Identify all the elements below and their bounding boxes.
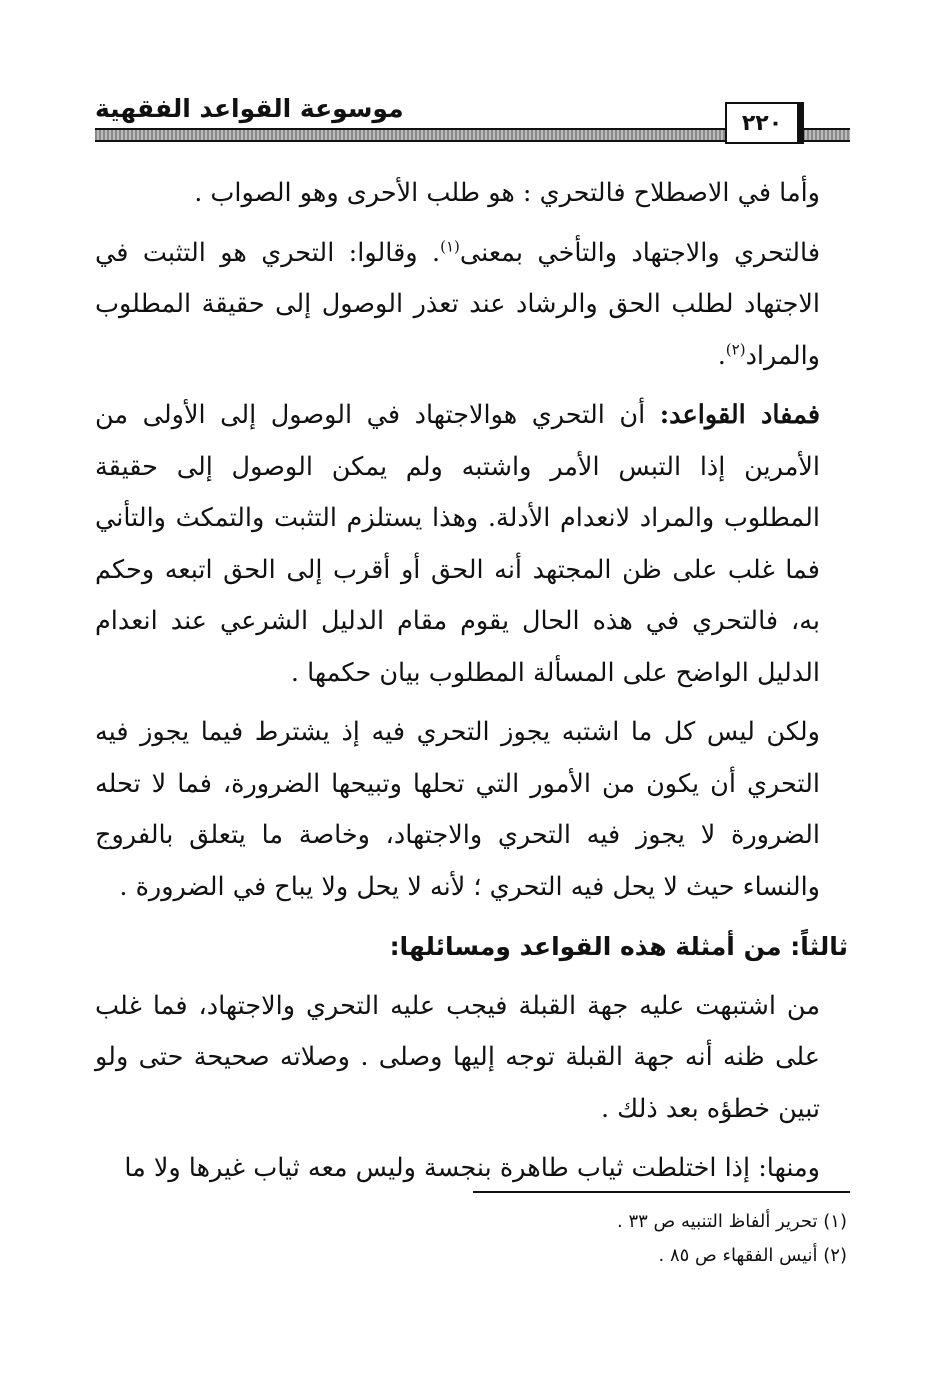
page-header <box>95 88 850 150</box>
paragraph-definition: وأما في الاصطلاح فالتحري : هو طلب الأحرى وهو الصواب . <box>194 178 820 208</box>
section-heading: ثالثاً: من أمثلة هذه القواعد ومسائلها: <box>389 932 848 961</box>
text-segment: . <box>717 340 726 371</box>
footnote-rule <box>473 1191 850 1193</box>
paragraph-example-clothes: ومنها: إذا اختلطت ثياب طاهرة بنجسة وليس معه ثياب غيرها ولا ما <box>124 1153 820 1183</box>
book-title: موسوعة القواعد الفقهية <box>95 94 404 123</box>
page-number: ٢٢٠ <box>725 102 804 144</box>
footnote-ref-1: (١) <box>440 237 460 255</box>
paragraph-example-qibla: من اشتبهت عليه جهة القبلة فيجب عليه التحري والاجتهاد، فما غلب على ظنه أنه جهة القبلة توجه إليها وصلى . وصلاته صحيحة حتى ولو تبين خطؤه بعد ذلك . <box>95 990 820 1124</box>
main-text <box>95 168 848 1203</box>
footnote-2: (٢) أنيس الفقهاء ص ٨٥ . <box>658 1245 847 1266</box>
paragraph-condition: ولكن ليس كل ما اشتبه يجوز التحري فيه إذ يشترط فيما يجوز فيه التحري أن يكون من الأمور التي تحلها وتبيحها الضرورة، فما لا تحله الضرورة لا يجوز فيه التحري والاجتهاد، وخاصة ما يتعلق بالفروج والنساء حيث لا يحل فيه التحري ؛ لأنه لا يحل ولا يباح في الضرورة . <box>95 717 820 902</box>
footnote-1: (١) تحرير ألفاظ التنبيه ص ٣٣ . <box>617 1211 847 1232</box>
text-segment: فالتحري والاجتهاد والتأخي بمعنى <box>459 237 821 268</box>
text-segment: أن التحري هوالاجتهاد في الوصول إلى الأولى من الأمرين إذا التبس الأمر واشتبه ولم يمكن الوصول إلى حقيقة المطلوب والمراد لانعدام الأدلة. وهذا يستلزم التثبت والتمكث والتأني فما غلب على ظن المجتهد أنه الحق أو أقرب إلى الحق اتبعه وحكم به، فالتحري في هذه الحال يقوم مقام الدليل الشرعي عند انعدام الدليل الواضح على المسألة المطلوب بيان حكمها . <box>95 400 820 688</box>
footnote-ref-2: (٢) <box>725 340 746 358</box>
footnotes <box>95 1205 847 1273</box>
paragraph-meaning <box>95 390 820 699</box>
text-segment: . وقالوا: التحري هو التثبت في الاجتهاد لطلب الحق والرشاد عند تعذر الوصول إلى حقيقة المطلوب والمراد <box>95 237 820 371</box>
paragraph-synonyms <box>95 228 820 383</box>
paragraph-lead: فمفاد القواعد: <box>659 400 821 430</box>
